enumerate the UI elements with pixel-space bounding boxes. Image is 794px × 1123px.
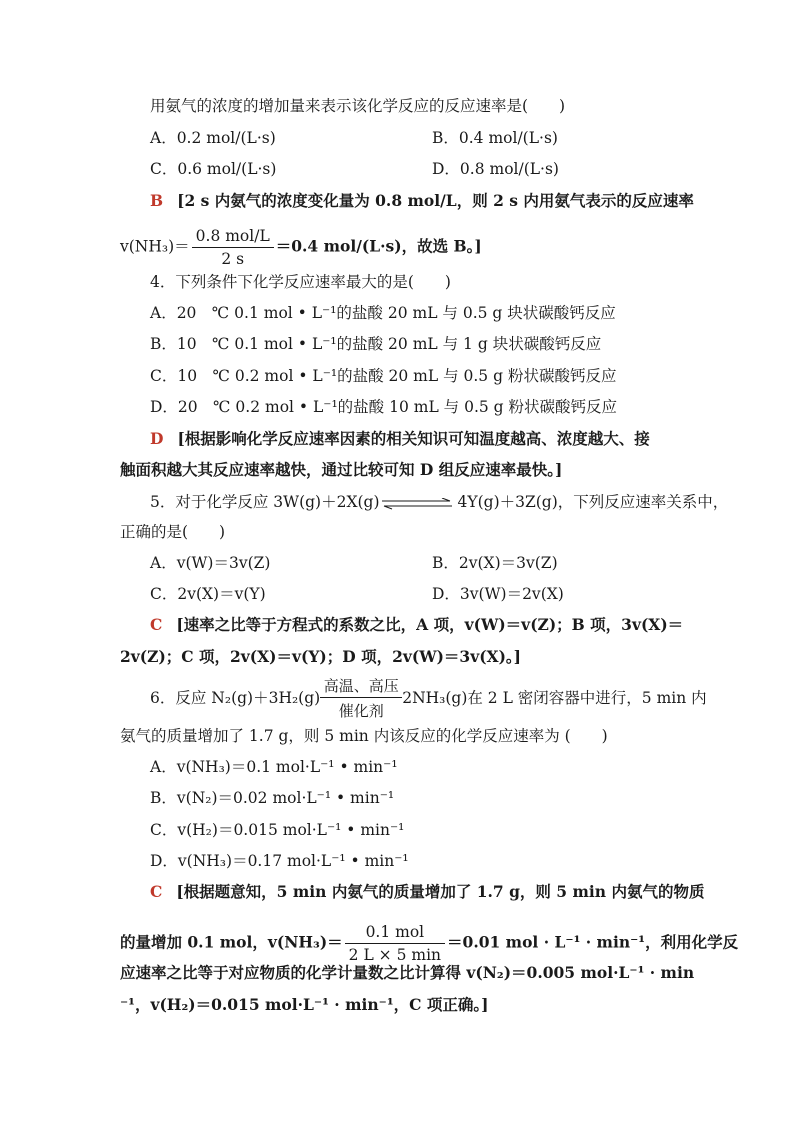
q6-option-c: C．v(H₂)＝0.015 mol·L⁻¹ • min⁻¹ [150,821,405,839]
q3-fraction [192,226,274,269]
q6-answer: C [150,882,163,901]
q4-option-a: A．20 ℃ 0.1 mol • L⁻¹的盐酸 20 mL 与 0.5 g 块状碳酸钙反应 [150,304,616,322]
q6-fraction [345,922,445,965]
q3-answer: B [150,191,164,210]
q6-option-a: A．v(NH₃)＝0.1 mol·L⁻¹ • min⁻¹ [150,758,398,776]
q5-option-d: D．3v(W)＝2v(X) [432,585,564,603]
q3-fraction-numerator: 0.8 mol/L [192,226,274,248]
q3-rate-result: ＝0.4 mol/(L·s)，故选 B。] [275,236,482,256]
q6-explanation-line3: 应速率之比等于对应物质的化学计量数之比计算得 v(N₂)＝0.005 mol·L⁻¹ · min [120,963,695,982]
q3-option-d: D．0.8 mol/(L·s) [432,160,559,178]
q5-stem-line2: 正确的是( ) [120,523,226,541]
q5-explanation-line2: 2v(Z)；C 项，2v(X)＝v(Y)；D 项，2v(W)＝3v(X)。] [120,647,522,666]
q3-explanation-text: [2 s 内氨气的浓度变化量为 0.8 mol/L，则 2 s 内用氨气表示的反应速率 [177,191,694,210]
q5-explanation-line1 [150,615,683,635]
q3-option-c: C．0.6 mol/(L·s) [150,160,277,178]
q6-option-b: B．v(N₂)＝0.02 mol·L⁻¹ • min⁻¹ [150,789,395,807]
q6-stem-reactants: 6．反应 N₂(g)＋3H₂(g) [150,689,321,707]
q4-explanation-line1 [150,429,650,449]
q4-answer: D [150,429,164,448]
q6-explanation-line4: ⁻¹，v(H₂)＝0.015 mol·L⁻¹ · min⁻¹，C 项正确。] [120,995,489,1014]
q5-option-b: B．2v(X)＝3v(Z) [432,554,558,572]
q5-option-c: C．2v(X)＝v(Y) [150,585,266,603]
q4-option-c: C．10 ℃ 0.2 mol • L⁻¹的盐酸 20 mL 与 0.5 g 粉状碳酸钙反应 [150,367,617,385]
q5-explanation-text: [速率之比等于方程式的系数之比，A 项，v(W)＝v(Z)；B 项，3v(X)＝ [176,615,684,634]
q3-stem: 用氨气的浓度的增加量来表示该化学反应的反应速率是( ) [150,97,566,115]
q6-explanation-text: [根据题意知，5 min 内氨气的质量增加了 1.7 g，则 5 min 内氨气的物质 [176,882,705,901]
q4-option-b: B．10 ℃ 0.1 mol • L⁻¹的盐酸 20 mL 与 1 g 块状碳酸钙反应 [150,335,602,353]
q3-option-a: A．0.2 mol/(L·s) [150,129,276,147]
q4-explanation-text: [根据影响化学反应速率因素的相关知识可知温度越高、浓度越大、接 [177,429,650,448]
condition-bottom: 催化剂 [338,702,384,720]
q6-fraction-numerator: 0.1 mol [345,922,445,944]
q3-option-b: B．0.4 mol/(L·s) [432,129,558,147]
q6-rate-lhs: 的量增加 0.1 mol，v(NH₃)＝ [120,932,343,952]
q4-option-d: D．20 ℃ 0.2 mol • L⁻¹的盐酸 10 mL 与 0.5 g 粉状碳酸钙反应 [150,398,618,416]
condition-top: 高温、高压 [323,677,399,695]
q5-stem-products: 4Y(g)＋3Z(g)，下列反应速率关系中， [457,493,729,511]
q5-stem-reactants: 5．对于化学反应 3W(g)＋2X(g) [150,493,380,511]
q6-stem-products: 2NH₃(g)在 2 L 密闭容器中进行，5 min 内 [402,689,707,707]
q4-stem: 4．下列条件下化学反应速率最大的是( ) [150,273,451,291]
q6-stem-line1 [150,677,707,720]
q6-rate-result: ＝0.01 mol · L⁻¹ · min⁻¹，利用化学反 [447,932,739,952]
q5-stem-line1 [150,492,728,513]
q3-fraction-denominator: 2 s [221,250,245,268]
q4-explanation-line2: 触面积越大其反应速率越快，通过比较可知 D 组反应速率最快。] [120,460,563,479]
reaction-condition [320,677,402,720]
condition-arrow-line [320,697,402,698]
q6-explanation-line2 [120,922,738,965]
q3-explanation-line1 [150,191,694,211]
q6-option-d: D．v(NH₃)＝0.17 mol·L⁻¹ • min⁻¹ [150,852,409,870]
reversible-arrow-icon [380,493,458,513]
q5-option-a: A．v(W)＝3v(Z) [150,554,271,572]
q5-answer: C [150,615,163,634]
q3-rate-lhs: v(NH₃)＝ [120,237,190,256]
q3-explanation-line2 [120,226,482,269]
q6-explanation-line1 [150,882,704,902]
q6-stem-line2: 氨气的质量增加了 1.7 g，则 5 min 内该反应的化学反应速率为 ( ) [120,727,608,745]
q6-fraction-denominator: 2 L × 5 min [348,946,442,964]
